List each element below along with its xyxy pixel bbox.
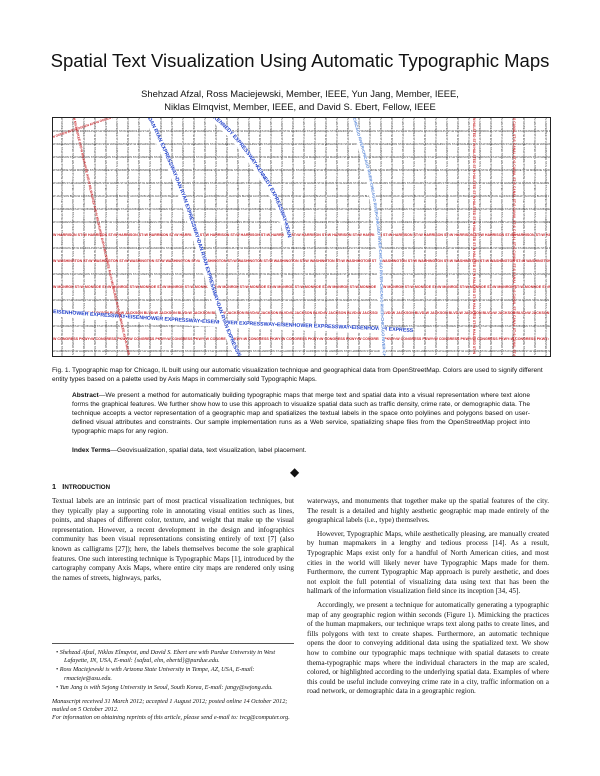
typographic-map-svg [53, 118, 550, 356]
footnotes [52, 643, 294, 723]
map-street-horizontal: W HARRISON ST•W HARRISON ST•W HARRISON ST•W HARRISON ST•W HARRISON ST•W HARRISON ST•W HARRISON ST•W HARRISON ST•W HARRISON ST•W HARRISON ST•W HARRISON ST•W HARRISON ST•W HARRISON ST•W HARRISON ST•W HARRISON ST•W HARRISON ST•W H [53, 118, 550, 237]
map-street-vertical: N CARPENTER ST•N CARPENTER ST•N CARPENTER ST•N CARPENTER ST•N CARPENTER ST•N CARPENTER ST•N CARPENTER ST•N CARPENTER ST•N CARPENTER ST•N CARPENTER ST•N [53, 118, 251, 356]
section-number: 1 [52, 482, 56, 491]
map-street-vertical: N HALSTED ST•N HALSTED ST•N HALSTED ST•N HALSTED ST•N HALSTED ST•N HALSTED ST•N HALSTED ST•N HALSTED ST•N HALSTED ST•N HALSTED ST•N HALSTED ST•N HALSTED ST•N [53, 118, 75, 356]
index-terms-text: —Geovisualization, spatial data, text visualization, label placement. [110, 447, 306, 454]
map-street-vertical: W KINZIE ST•W KINZIE ST•W KINZIE ST•W KINZIE ST•W KINZIE ST•W KINZIE ST•W KINZIE ST•W KINZIE ST•W KINZIE ST•W KINZIE ST•W KINZIE ST•W KINZIE ST•W KINZIE ST•W KINZIE ST•W KI [53, 118, 130, 356]
map-street-horizontal: W MONROE ST•W MONROE ST•W MONROE ST•W MONROE ST•W MONROE ST•W MONROE ST•W MONROE ST•W MONROE ST•W MONROE ST•W MONROE ST•W MONROE ST•W MONROE ST•W MONROE ST•W MONROE ST•W MONROE ST•W MONROE ST•W MONROE ST•W MONROE ST•W MONROE ST•W MONROE ST•W MONROE ST•W MONROE ST•W MONROE ST•W MONROE ST•W [53, 118, 550, 172]
map-street-vertical: N CARPENTER ST•N CARPENTER ST•N CARPENTER ST•N CARPENTER ST•N CARPENTER ST•N CARPENTER ST•N CARPENTER ST•N CARPENTER ST•N CARPENTER ST•N CARPENTER ST•N [53, 118, 185, 356]
map-street-vertical: N HALSTED ST•N HALSTED ST•N HALSTED ST•N HALSTED ST•N HALSTED ST•N HALSTED ST•N HALSTED ST•N HALSTED ST•N HALSTED ST•N HALSTED ST•N HALSTED ST•N HALSTED ST•N [53, 118, 504, 356]
right-column [307, 497, 549, 701]
map-street-vertical: N HALSTED ST•N HALSTED ST•N HALSTED ST•N HALSTED ST•N HALSTED ST•N HALSTED ST•N HALSTED ST•N HALSTED ST•N HALSTED ST•N HALSTED ST•N HALSTED ST•N HALSTED ST•N [53, 118, 240, 356]
map-street-horizontal: W RANDOLPH ST•W RANDOLPH ST•W RANDOLPH ST•W RANDOLPH ST•W RANDOLPH ST•W RANDOLPH ST•W RANDOLPH ST•W RANDOLPH ST•W RANDOLPH ST•W RANDOLPH ST•W RANDOLPH ST•W RANDOLPH ST•W RANDOLPH ST•W RANDOLPH ST•W RANDOLPH ST•W RANDOLPH ST•W RANDOLPH ST•W RANDOLPH ST•W RANDOLPH ST•W RANDOLPH ST•W RANDOLPH ST•W [53, 118, 550, 133]
footnote: • Ross Maciejewski is with Arizona State University in Tempe, AZ, USA, E-mail: rmacieje@asu.edu. [52, 666, 294, 682]
section-title-rest: NTRODUCTION [64, 484, 110, 491]
map-street-vertical: N CARPENTER ST•N CARPENTER ST•N CARPENTER ST•N CARPENTER ST•N CARPENTER ST•N CARPENTER ST•N CARPENTER ST•N CARPENTER ST•N CARPENTER ST•N CARPENTER ST•N [53, 118, 119, 356]
abstract-label: Abstract [72, 392, 99, 399]
figure-caption: Fig. 1. Typographic map for Chicago, IL built using our automatic visualization technique and geographical data from OpenStreetMap. Colors are used to signify different entity types based on a palette used by Axis Maps in commercially sold Typographic Maps. [52, 366, 549, 384]
map-street-vertical: N HALSTED ST•N HALSTED ST•N HALSTED ST•N HALSTED ST•N HALSTED ST•N HALSTED ST•N HALSTED ST•N HALSTED ST•N HALSTED ST•N HALSTED ST•N HALSTED ST•N HALSTED ST•N [53, 118, 108, 356]
map-highway: EISENHOWER EXPRESSWAY•EISENHOWER EXPRESSWAY•EISENHOWER EXPRESSWAY•EISENHOWER EXPRESSWAY•EISENHOWER EXPRESS [53, 118, 414, 334]
map-arterial: N HALSTED ST•N HALSTED ST•N HALSTED ST•N HALSTED ST•N HALSTED ST•N HALSTED ST•N HALSTED ST•N HALSTED ST•N HALSTED ST•N [53, 118, 476, 355]
map-street-vertical: W KINZIE ST•W KINZIE ST•W KINZIE ST•W KINZIE ST•W KINZIE ST•W KINZIE ST•W KINZIE ST•W KINZIE ST•W KINZIE ST•W KINZIE ST•W KINZIE ST•W KINZIE ST•W KINZIE ST•W KINZIE ST•W KI [53, 118, 394, 356]
map-street-horizontal: W CONGRESS PKWY•W CONGRESS PKWY•W CONGRESS PKWY•W CONGRESS PKWY•W CONGRESS PKWY•W CONGRESS PKWY•W CONGRESS PKWY•W CONGRESS PKWY•W CONGRESS PKWY•W CONGRESS PKWY•W CONGRESS PKWY•W CONGRESS PKWY•W CONGRESS PKWY• [53, 118, 550, 341]
right-paragraph-2: However, Typographic Maps, while aesthetically pleasing, are manually created by human mapmakers in a lengthy and tedious process [14]. As a result, Typographic Maps exist only for a handful of North American cities, and most cities in the world will likely never have Typographic Maps made for them. Furthermore, the current Typographic Map approach is purely aesthetic, and does not exploit the full potential of visualizing data using text that has been the hallmark of the information visualization field since its inception [34, 45]. [307, 530, 549, 597]
map-street-vertical: N HALSTED ST•N HALSTED ST•N HALSTED ST•N HALSTED ST•N HALSTED ST•N HALSTED ST•N HALSTED ST•N HALSTED ST•N HALSTED ST•N HALSTED ST•N HALSTED ST•N HALSTED ST•N [53, 118, 372, 356]
map-street-vertical: N HALSTED ST•N HALSTED ST•N HALSTED ST•N HALSTED ST•N HALSTED ST•N HALSTED ST•N HALSTED ST•N HALSTED ST•N HALSTED ST•N HALSTED ST•N HALSTED ST•N HALSTED ST•N [53, 118, 273, 356]
map-street-vertical: N CARPENTER ST•N CARPENTER ST•N CARPENTER ST•N CARPENTER ST•N CARPENTER ST•N CARPENTER ST•N CARPENTER ST•N CARPENTER ST•N CARPENTER ST•N CARPENTER ST•N [53, 118, 152, 356]
map-street-horizontal: W WASHINGTON ST•W WASHINGTON ST•W WASHINGTON ST•W WASHINGTON ST•W WASHINGTON ST•W WASHINGTON ST•W WASHINGTON ST•W WASHINGTON ST•W WASHINGTON ST•W WASHINGTON ST•W WASHINGTON ST•W WASHINGTON ST•W WASHINGTON ST•W WASHINGTO [53, 118, 550, 263]
map-street-vertical: W KINZIE ST•W KINZIE ST•W KINZIE ST•W KINZIE ST•W KINZIE ST•W KINZIE ST•W KINZIE ST•W KINZIE ST•W KINZIE ST•W KINZIE ST•W KINZIE ST•W KINZIE ST•W KINZIE ST•W KINZIE ST•W KI [53, 118, 328, 356]
map-highway: DAN RYAN EXPRESSWAY•DAN RYAN EXPRESSWAY•DAN RYAN EXPRESSWAY•DAN RYAN EXPRESSW [53, 118, 242, 356]
map-street-vertical: W KINZIE ST•W KINZIE ST•W KINZIE ST•W KINZIE ST•W KINZIE ST•W KINZIE ST•W KINZIE ST•W KINZIE ST•W KINZIE ST•W KINZIE ST•W KINZIE ST•W KINZIE ST•W KINZIE ST•W KINZIE ST•W KI [53, 118, 526, 356]
map-diagonal-street: N MILWAUKEE AVE•N MILWAUKEE AVE•N MILWAUKEE AVE•N MILWAUKEE AVE•N MILWAUKEE AVE•N MILWAUKEE AVE•N MILWAUKEE AVE•N MILWA [53, 118, 131, 356]
left-column [52, 497, 294, 583]
index-terms-label: Index Terms [72, 447, 110, 454]
right-paragraph-3: Accordingly, we present a technique for automatically generating a typographic map of any geographic region within seconds (Figure 1). Mimicking the practices of the human mapmakers, our technique wraps text along paths to create lines, and fills polygons with text to create shapes. Furthermore, an automatic technique opens the door to conveying additional data using the spatialized text. We show how to combine our typographic maps technique with spatial datasets to create thema-typographic maps where the individual characters in the map are scaled, colored, or highlighted according to the underlying spatial data. Examples of where this could be useful include conveying crime rate in a city, traffic information on a road network, or demographic data in a geographic region. [307, 601, 549, 697]
map-street-vertical: N HALSTED ST•N HALSTED ST•N HALSTED ST•N HALSTED ST•N HALSTED ST•N HALSTED ST•N HALSTED ST•N HALSTED ST•N HALSTED ST•N HALSTED ST•N HALSTED ST•N HALSTED ST•N [53, 118, 339, 356]
map-diagonal-street: OGDEN AVE•N OGDEN AVE•N OGDEN [53, 118, 115, 139]
map-street-horizontal: W ADAMS ST•W ADAMS ST•W ADAMS ST•W ADAMS ST•W ADAMS ST•W ADAMS ST•W ADAMS ST•W ADAMS ST•W ADAMS ST•W ADAMS ST•W ADAMS ST•W ADAMS ST•W ADAMS ST•W ADAMS ST•W ADAMS ST•W ADAMS ST•W ADAMS ST•W ADAMS ST•W ADAMS ST•W ADAMS ST•W ADAMS ST•W ADAMS ST•W ADAMS ST•W ADAMS ST•W ADAMS ST•W ADAMS ST•W ADAMS ST•W ADAMS [53, 118, 550, 302]
paper-title: Spatial Text Visualization Using Automatic Typographic Maps [0, 50, 600, 72]
map-street-vertical: W KINZIE ST•W KINZIE ST•W KINZIE ST•W KINZIE ST•W KINZIE ST•W KINZIE ST•W KINZIE ST•W KINZIE ST•W KINZIE ST•W KINZIE ST•W KINZIE ST•W KINZIE ST•W KINZIE ST•W KINZIE ST•W KI [53, 118, 64, 356]
map-street-horizontal: W JACKSON BLVD•W JACKSON BLVD•W JACKSON BLVD•W JACKSON BLVD•W JACKSON BLVD•W JACKSON BLVD•W JACKSON BLVD•W JACKSON BLVD•W JACKSON BLVD•W JACKSON BLVD•W JACKSON BLVD•W JACKSON BLVD•W JACKSON BLVD•W JACKSON BLVD•W JACKSON BLVD•W JACKSON BLVD•W JACKSON BLVD•W JACKSON BLVD•W JACKSON BLVD•W JACKSON BLVD•W J [53, 118, 550, 198]
map-street-horizontal: W MADISON ST•W MADISON ST•W MADISON ST•W MADISON ST•W MADISON ST•W MADISON ST•W MADISON ST•W MADISON ST•W MADISON ST•W MADISON ST•W MADISON ST•W MADISON ST•W MADISON ST•W MADISON ST•W MADISON ST•W MADISON ST•W MADISON ST•W MADISON ST•W MADISON ST•W MADISON ST•W MADISON ST•W MADISON ST•W MADISON ST•W MADIS [53, 118, 550, 159]
map-street-vertical: N CARPENTER ST•N CARPENTER ST•N CARPENTER ST•N CARPENTER ST•N CARPENTER ST•N CARPENTER ST•N CARPENTER ST•N CARPENTER ST•N CARPENTER ST•N CARPENTER ST•N [53, 118, 284, 356]
map-street-vertical: N CARPENTER ST•N CARPENTER ST•N CARPENTER ST•N CARPENTER ST•N CARPENTER ST•N CARPENTER ST•N CARPENTER ST•N CARPENTER ST•N CARPENTER ST•N CARPENTER ST•N [53, 118, 317, 356]
section-divider: ◆ [290, 465, 299, 479]
map-street-vertical: N CARPENTER ST•N CARPENTER ST•N CARPENTER ST•N CARPENTER ST•N CARPENTER ST•N CARPENTER ST•N CARPENTER ST•N CARPENTER ST•N CARPENTER ST•N CARPENTER ST•N [53, 118, 515, 356]
map-street-vertical: N HALSTED ST•N HALSTED ST•N HALSTED ST•N HALSTED ST•N HALSTED ST•N HALSTED ST•N HALSTED ST•N HALSTED ST•N HALSTED ST•N HALSTED ST•N HALSTED ST•N HALSTED ST•N [53, 118, 174, 356]
footnote: • Yun Jang is with Sejong University in Seoul, South Korea, E-mail: jangy@sejong.edu. [52, 684, 294, 692]
map-street-vertical: W KINZIE ST•W KINZIE ST•W KINZIE ST•W KINZIE ST•W KINZIE ST•W KINZIE ST•W KINZIE ST•W KINZIE ST•W KINZIE ST•W KINZIE ST•W KINZIE ST•W KINZIE ST•W KINZIE ST•W KINZIE ST•W KI [53, 118, 460, 356]
map-street-vertical: W KINZIE ST•W KINZIE ST•W KINZIE ST•W KINZIE ST•W KINZIE ST•W KINZIE ST•W KINZIE ST•W KINZIE ST•W KINZIE ST•W KINZIE ST•W KINZIE ST•W KINZIE ST•W KINZIE ST•W KINZIE ST•W KI [53, 118, 262, 356]
map-highway: KENNEDY EXPRESSWAY•KENNEDY EXPRESSWAY•KENN [53, 118, 292, 238]
map-street-vertical: N CARPENTER ST•N CARPENTER ST•N CARPENTER ST•N CARPENTER ST•N CARPENTER ST•N CARPENTER ST•N CARPENTER ST•N CARPENTER ST•N CARPENTER ST•N CARPENTER ST•N [53, 118, 416, 356]
left-paragraph: Textual labels are an intrinsic part of most practical visualization techniques, but they typically play a supporting role in annotating visual entities such as lines, points, and shapes of different color, texture, and weight that make up the visual representation. However, a recent development in the design and infographics community has been visual representations consisting entirely of text [7] (also known as calligrams [27]); here, the labels themselves become the sole graphical features. One such interesting technique is Typographic Maps [1], introduced by the cartography company Axis Maps, where entire city maps are rendered only using the names of streets, highways, parks, [52, 497, 294, 583]
map-street-vertical: W KINZIE ST•W KINZIE ST•W KINZIE ST•W KINZIE ST•W KINZIE ST•W KINZIE ST•W KINZIE ST•W KINZIE ST•W KINZIE ST•W KINZIE ST•W KINZIE ST•W KINZIE ST•W KINZIE ST•W KINZIE ST•W KI [53, 118, 229, 356]
map-street-vertical: N CARPENTER ST•N CARPENTER ST•N CARPENTER ST•N CARPENTER ST•N CARPENTER ST•N CARPENTER ST•N CARPENTER ST•N CARPENTER ST•N CARPENTER ST•N CARPENTER ST•N [53, 118, 383, 356]
map-street-vertical: N HALSTED ST•N HALSTED ST•N HALSTED ST•N HALSTED ST•N HALSTED ST•N HALSTED ST•N HALSTED ST•N HALSTED ST•N HALSTED ST•N HALSTED ST•N HALSTED ST•N HALSTED ST•N [53, 118, 306, 356]
right-paragraph-1: waterways, and monuments that together make up the spatial features of the city. The result is a detailed and highly aesthetic geographic map made entirely of the geographical labels (i.e., type) themselves. [307, 497, 549, 526]
map-street-horizontal: W ADAMS ST•W ADAMS ST•W ADAMS ST•W ADAMS ST•W ADAMS ST•W ADAMS ST•W ADAMS ST•W ADAMS ST•W ADAMS ST•W ADAMS ST•W ADAMS ST•W ADAMS ST•W ADAMS ST•W ADAMS ST•W ADAMS ST•W ADAMS ST•W ADAMS ST•W ADAMS ST•W ADAMS ST•W ADAMS ST•W ADAMS ST•W ADAMS ST•W ADAMS ST•W ADAMS ST•W ADAMS ST•W ADAMS ST•W ADAMS ST•W ADAMS [53, 118, 550, 185]
map-street-horizontal: W RANDOLPH ST•W RANDOLPH ST•W RANDOLPH ST•W RANDOLPH ST•W RANDOLPH ST•W RANDOLPH ST•W RANDOLPH ST•W RANDOLPH ST•W RANDOLPH ST•W RANDOLPH ST•W RANDOLPH ST•W RANDOLPH ST•W RANDOLPH ST•W RANDOLPH ST•W RANDOLPH ST•W RANDOLPH ST•W RANDOLPH ST•W RANDOLPH ST•W RANDOLPH ST•W RANDOLPH ST•W RANDOLPH ST•W [53, 118, 550, 250]
map-street-vertical: N CARPENTER ST•N CARPENTER ST•N CARPENTER ST•N CARPENTER ST•N CARPENTER ST•N CARPENTER ST•N CARPENTER ST•N CARPENTER ST•N CARPENTER ST•N CARPENTER ST•N [53, 118, 218, 356]
map-street-horizontal: W MONROE ST•W MONROE ST•W MONROE ST•W MONROE ST•W MONROE ST•W MONROE ST•W MONROE ST•W MONROE ST•W MONROE ST•W MONROE ST•W MONROE ST•W MONROE ST•W MONROE ST•W MONROE ST•W MONROE ST•W MONROE ST•W MONROE ST•W MONROE ST• [53, 118, 550, 289]
manuscript-info: Manuscript received 31 March 2012; accepted 1 August 2012; posted online 14 October 2012; mailed on 5 October 2012. [52, 698, 294, 714]
authors-line-1: Shehzad Afzal, Ross Maciejewski, Member, IEEE, Yun Jang, Member, IEEE, [0, 87, 600, 100]
map-street-vertical: N CARPENTER ST•N CARPENTER ST•N CARPENTER ST•N CARPENTER ST•N CARPENTER ST•N CARPENTER ST•N CARPENTER ST•N CARPENTER ST•N CARPENTER ST•N CARPENTER ST•N [53, 118, 449, 356]
section-initial: I [62, 482, 64, 491]
author-list [0, 87, 600, 113]
map-street-vertical: W KINZIE ST•W KINZIE ST•W KINZIE ST•W KINZIE ST•W KINZIE ST•W KINZIE ST•W KINZIE ST•W KINZIE ST•W KINZIE ST•W KINZIE ST•W KINZIE ST•W KINZIE ST•W KINZIE ST•W KINZIE ST•W KI [53, 118, 97, 356]
map-arterial: S CANAL ST•S CANAL ST•S CANAL ST•S CANAL ST•S CANAL ST•S CANAL ST•S CANAL ST•S CANAL ST•S CANAL ST•S CANAL ST•S CANAL ST•S [53, 118, 516, 356]
section-heading [52, 482, 110, 491]
map-street-horizontal: W HARRISON ST•W HARRISON ST•W HARRISON ST•W HARRISON ST•W HARRISON ST•W HARRISON ST•W HARRISON ST•W HARRISON ST•W HARRISON ST•W HARRISON ST•W HARRISON ST•W HARRISON ST•W HARRISON ST•W HARRISON ST•W HARRISON ST•W HARRISON ST•W HARRISON ST•W HARRISON ST•W HARRISON ST•W HARRISON ST•W HARRISON ST•W HARRISON S [53, 118, 550, 353]
map-street-horizontal: W VAN BUREN ST•W VAN BUREN ST•W VAN BUREN ST•W VAN BUREN ST•W VAN BUREN ST•W VAN BUREN ST•W VAN BUREN ST•W VAN BUREN ST•W VAN BUREN ST•W VAN BUREN ST•W VAN BUREN ST•W VAN BUREN ST•W VAN BUREN ST•W VAN BUREN ST•W VAN BUREN ST•W VAN BUREN ST•W VAN BUREN ST•W VAN BUREN ST•W VAN BUREN ST•W VAN BUREN ST•W VAN BURE [53, 118, 550, 328]
authors-line-2: Niklas Elmqvist, Member, IEEE, and David S. Ebert, Fellow, IEEE [0, 100, 600, 113]
map-street-horizontal: W MADISON ST•W MADISON ST•W MADISON ST•W MADISON ST•W MADISON ST•W MADISON ST•W MADISON ST•W MADISON ST•W MADISON ST•W MADISON ST•W MADISON ST•W MADISON ST•W MADISON ST•W MADISON ST•W MADISON ST•W MADISON ST•W MADISON ST•W MADISON ST•W MADISON ST•W MADISON ST•W MADISON ST•W MADISON ST•W MADISON ST•W MADIS [53, 118, 550, 276]
map-street-vertical: N HALSTED ST•N HALSTED ST•N HALSTED ST•N HALSTED ST•N HALSTED ST•N HALSTED ST•N HALSTED ST•N HALSTED ST•N HALSTED ST•N HALSTED ST•N HALSTED ST•N HALSTED ST•N [53, 118, 438, 356]
map-street-horizontal: W WASHINGTON ST•W WASHINGTON ST•W WASHINGTON ST•W WASHINGTON ST•W WASHINGTON ST•W WASHINGTON ST•W WASHINGTON ST•W WASHINGTON ST•W WASHINGTON ST•W WASHINGTON ST•W WASHINGTON ST•W WASHINGTON ST•W WASHINGTON ST•W WASHINGTON ST•W WASHINGTON ST•W WASHINGTON ST•W WASHINGTON ST•W WASHINGTON ST•W WASHI [53, 118, 550, 146]
map-street-vertical: W KINZIE ST•W KINZIE ST•W KINZIE ST•W KINZIE ST•W KINZIE ST•W KINZIE ST•W KINZIE ST•W KINZIE ST•W KINZIE ST•W KINZIE ST•W KINZIE ST•W KINZIE ST•W KINZIE ST•W KINZIE ST•W KI [53, 118, 361, 356]
map-street-vertical: N CARPENTER ST•N CARPENTER ST•N CARPENTER ST•N CARPENTER ST•N CARPENTER ST•N CARPENTER ST•N CARPENTER ST•N CARPENTER ST•N CARPENTER ST•N CARPENTER ST•N [53, 118, 350, 356]
map-street-vertical: W KINZIE ST•W KINZIE ST•W KINZIE ST•W KINZIE ST•W KINZIE ST•W KINZIE ST•W KINZIE ST•W KINZIE ST•W KINZIE ST•W KINZIE ST•W KINZIE ST•W KINZIE ST•W KINZIE ST•W KINZIE ST•W KI [53, 118, 295, 356]
map-river: CHICAGO RIVER•CHICAGO RIVER•CHICAGO RIVER•CHICAGO RIVER•CHICAGO RIVER•CHICAGO RIVER•CHICAGO RIVER•CH [53, 118, 387, 356]
map-street-vertical: N CARPENTER ST•N CARPENTER ST•N CARPENTER ST•N CARPENTER ST•N CARPENTER ST•N CARPENTER ST•N CARPENTER ST•N CARPENTER ST•N CARPENTER ST•N CARPENTER ST•N [53, 118, 482, 356]
map-street-vertical: N HALSTED ST•N HALSTED ST•N HALSTED ST•N HALSTED ST•N HALSTED ST•N HALSTED ST•N HALSTED ST•N HALSTED ST•N HALSTED ST•N HALSTED ST•N HALSTED ST•N HALSTED ST•N [53, 118, 537, 356]
map-street-horizontal: W JACKSON BLVD•W JACKSON BLVD•W JACKSON BLVD•W JACKSON BLVD•W JACKSON BLVD•W JACKSON BLVD•W JACKSON BLVD•W JACKSON BLVD•W JACKSON BLVD•W JACKSON BLVD•W JACKSON BLVD•W JACKSON BLVD•W JACKSON BLVD•W JACKSON BLVD•W JACKSON [53, 118, 550, 315]
map-street-horizontal: W VAN BUREN ST•W VAN BUREN ST•W VAN BUREN ST•W VAN BUREN ST•W VAN BUREN ST•W VAN BUREN ST•W VAN BUREN ST•W VAN BUREN ST•W VAN BUREN ST•W VAN BUREN ST•W VAN BUREN ST•W VAN BUREN ST•W VAN BUREN ST•W VAN BUREN ST•W VAN BUREN ST•W VAN BUREN ST•W VAN BUREN ST•W VAN BUREN ST•W VAN BUREN ST•W VAN BUREN ST•W VAN BURE [53, 118, 550, 211]
map-street-vertical: N HALSTED ST•N HALSTED ST•N HALSTED ST•N HALSTED ST•N HALSTED ST•N HALSTED ST•N HALSTED ST•N HALSTED ST•N HALSTED ST•N HALSTED ST•N HALSTED ST•N HALSTED ST•N [53, 118, 207, 356]
reprint-info: For information on obtaining reprints of this article, please send e-mail to: tvcg@computer.org. [52, 714, 294, 722]
map-street-vertical: N HALSTED ST•N HALSTED ST•N HALSTED ST•N HALSTED ST•N HALSTED ST•N HALSTED ST•N HALSTED ST•N HALSTED ST•N HALSTED ST•N HALSTED ST•N HALSTED ST•N HALSTED ST•N [53, 118, 471, 356]
typographic-map-figure [52, 117, 551, 357]
map-street-horizontal: W CONGRESS PKWY•W CONGRESS PKWY•W CONGRESS PKWY•W CONGRESS PKWY•W CONGRESS PKWY•W CONGRESS PKWY•W CONGRESS PKWY•W CONGRESS PKWY•W CONGRESS PKWY•W CONGRESS PKWY•W CONGRESS PKWY•W CONGRESS PKWY•W CONGRESS PKWY•W CONGRESS PKWY•W CONGRESS PKWY•W CONGRESS PKWY•W CONGRESS PKWY•W CONGR [53, 118, 550, 224]
map-street-vertical: W KINZIE ST•W KINZIE ST•W KINZIE ST•W KINZIE ST•W KINZIE ST•W KINZIE ST•W KINZIE ST•W KINZIE ST•W KINZIE ST•W KINZIE ST•W KINZIE ST•W KINZIE ST•W KINZIE ST•W KINZIE ST•W KI [53, 118, 427, 356]
index-terms [72, 447, 530, 454]
map-street-vertical: W KINZIE ST•W KINZIE ST•W KINZIE ST•W KINZIE ST•W KINZIE ST•W KINZIE ST•W KINZIE ST•W KINZIE ST•W KINZIE ST•W KINZIE ST•W KINZIE ST•W KINZIE ST•W KINZIE ST•W KINZIE ST•W KI [53, 118, 196, 356]
map-street-vertical: W KINZIE ST•W KINZIE ST•W KINZIE ST•W KINZIE ST•W KINZIE ST•W KINZIE ST•W KINZIE ST•W KINZIE ST•W KINZIE ST•W KINZIE ST•W KINZIE ST•W KINZIE ST•W KINZIE ST•W KINZIE ST•W KI [53, 118, 163, 356]
footnote: • Shehzad Afzal, Niklas Elmqvist, and David S. Ebert are with Purdue University in West Lafayette, IN, USA, E-mail: {safzal, elm, ebertd}@purdue.edu. [52, 649, 294, 665]
map-street-vertical: W KINZIE ST•W KINZIE ST•W KINZIE ST•W KINZIE ST•W KINZIE ST•W KINZIE ST•W KINZIE ST•W KINZIE ST•W KINZIE ST•W KINZIE ST•W KINZIE ST•W KINZIE ST•W KINZIE ST•W KINZIE ST•W KI [53, 118, 493, 356]
map-street-vertical: N HALSTED ST•N HALSTED ST•N HALSTED ST•N HALSTED ST•N HALSTED ST•N HALSTED ST•N HALSTED ST•N HALSTED ST•N HALSTED ST•N HALSTED ST•N HALSTED ST•N HALSTED ST•N [53, 118, 405, 356]
map-street-vertical: N CARPENTER ST•N CARPENTER ST•N CARPENTER ST•N CARPENTER ST•N CARPENTER ST•N CARPENTER ST•N CARPENTER ST•N CARPENTER ST•N CARPENTER ST•N CARPENTER ST•N [53, 118, 548, 356]
abstract [72, 391, 530, 436]
abstract-text: —We present a method for automatically building typographic maps that merge text and spatial data into a visual representation where text alone forms the graphical features. We further show how to use this approach to visualize spatial data such as traffic density, crime rate, or demographic data. The technique accepts a vector representation of a geographic map and spatializes the textual labels in the space onto polylines and polygons based on user-defined visual attributes and constraints. Our sample implementation runs as a Web service, spatializing shape files from the OpenStreetMap project into typographic maps for any region. [72, 392, 530, 435]
map-street-vertical: N CARPENTER ST•N CARPENTER ST•N CARPENTER ST•N CARPENTER ST•N CARPENTER ST•N CARPENTER ST•N CARPENTER ST•N CARPENTER ST•N CARPENTER ST•N CARPENTER ST•N [53, 118, 86, 356]
map-street-vertical: N HALSTED ST•N HALSTED ST•N HALSTED ST•N HALSTED ST•N HALSTED ST•N HALSTED ST•N HALSTED ST•N HALSTED ST•N HALSTED ST•N HALSTED ST•N HALSTED ST•N HALSTED ST•N [53, 118, 141, 356]
